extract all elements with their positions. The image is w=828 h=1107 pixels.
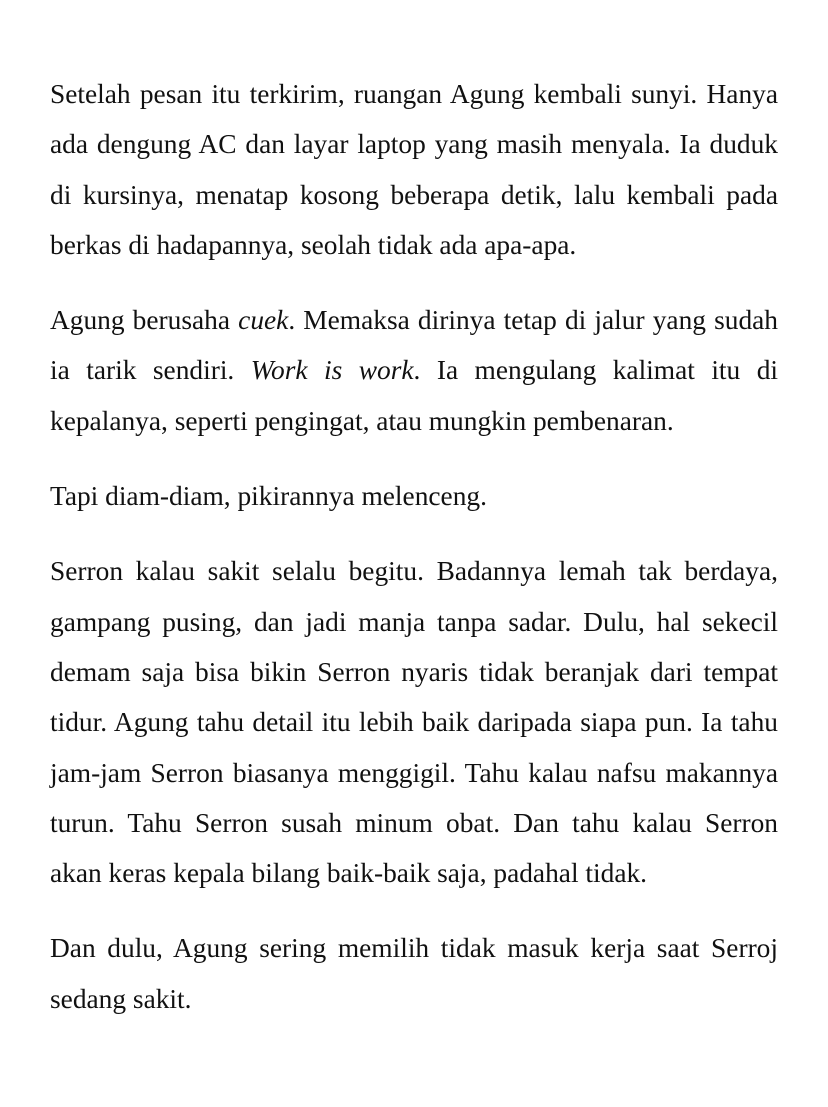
paragraph-1: Setelah pesan itu terkirim, ruangan Agung kembali sunyi. Hanya ada dengung AC dan layar laptop yang masih menyala. Ia duduk di kursinya, menatap kosong beberapa detik, lalu kembali pada berkas di hadapannya, seolah tidak ada apa-apa. <box>50 79 778 260</box>
paragraph-2-text-c: . Ia mengulang kalimat itu di kepalanya, seperti pengingat, atau mungkin pembenaran. <box>50 355 778 436</box>
paragraph-5: Dan dulu, Agung sering memilih tidak masuk kerja saat Serroj sedang sakit. <box>50 933 778 1014</box>
italic-word-cuek: cuek <box>238 305 289 336</box>
paragraph-2-text-b: . Memaksa dirinya tetap di jalur yang sudah ia tarik sendiri. <box>50 305 778 386</box>
paragraph-2 <box>50 295 778 446</box>
italic-phrase-work-is-work: Work is work <box>250 355 414 386</box>
paragraph-3: Tapi diam-diam, pikirannya melenceng. <box>50 481 487 512</box>
paragraph-4: Serron kalau sakit selalu begitu. Badannya lemah tak berdaya, gampang pusing, dan jadi manja tanpa sadar. Dulu, hal sekecil demam saja bisa bikin Serron nyaris tidak beranjak dari tempat tidur. Agung tahu detail itu lebih baik daripada siapa pun. Ia tahu jam-jam Serron biasanya menggigil. Tahu kalau nafsu makannya turun. Tahu Serron susah minum obat. Dan tahu kalau Serron akan keras kepala bilang baik-baik saja, padahal tidak. <box>50 556 778 889</box>
paragraph-2-text-a: Agung berusaha <box>50 305 239 336</box>
